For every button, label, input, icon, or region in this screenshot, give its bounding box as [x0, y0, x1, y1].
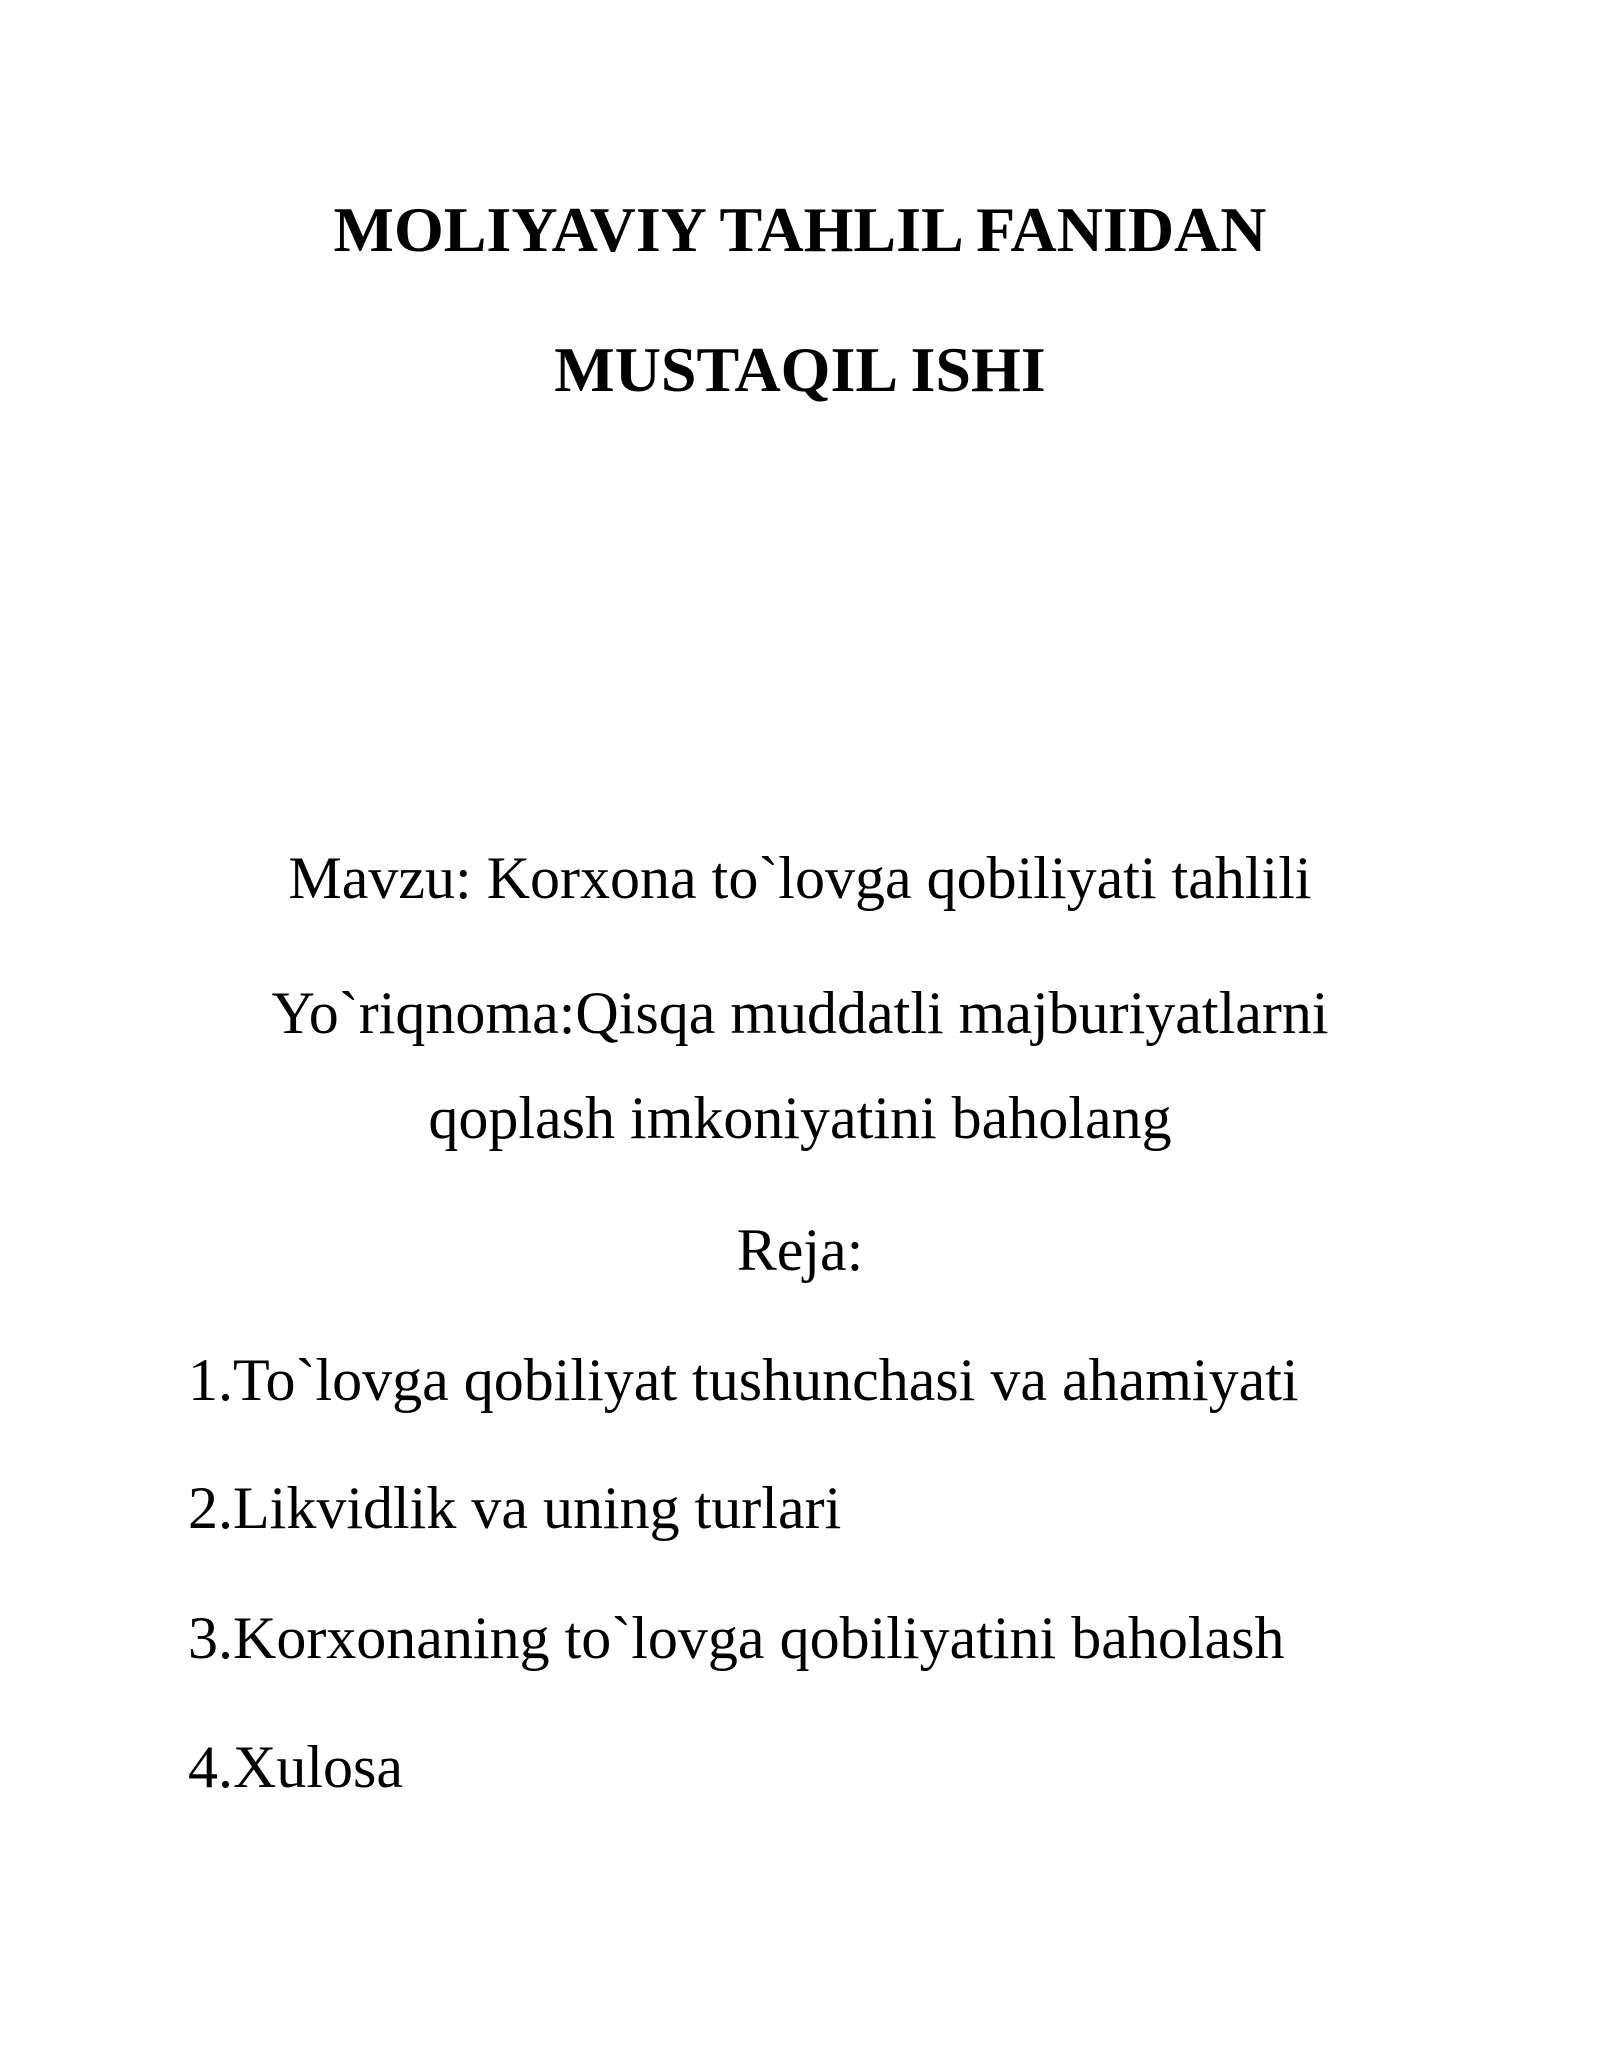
document-title-line-1: MOLIYAVIY TAHLIL FANIDAN — [333, 194, 1267, 265]
plan-item: 4.Xulosa — [188, 1734, 403, 1800]
topic-line: Mavzu: Korxona to`lovga qobiliyati tahlili — [288, 845, 1312, 911]
plan-item: 2.Likvidlik va uning turlari — [188, 1475, 842, 1541]
plan-heading: Reja: — [736, 1217, 864, 1283]
instruction-line-2: qoplash imkoniyatini baholang — [428, 1085, 1172, 1151]
plan-item: 1.To`lovga qobiliyat tushunchasi va ahamiyati — [188, 1347, 1299, 1413]
plan-item: 3.Korxonaning to`lovga qobiliyatini baholash — [188, 1605, 1285, 1671]
instruction-line-1: Yo`riqnoma:Qisqa muddatli majburiyatlarni — [271, 980, 1329, 1046]
document-title-line-2: MUSTAQIL ISHI — [554, 334, 1046, 405]
